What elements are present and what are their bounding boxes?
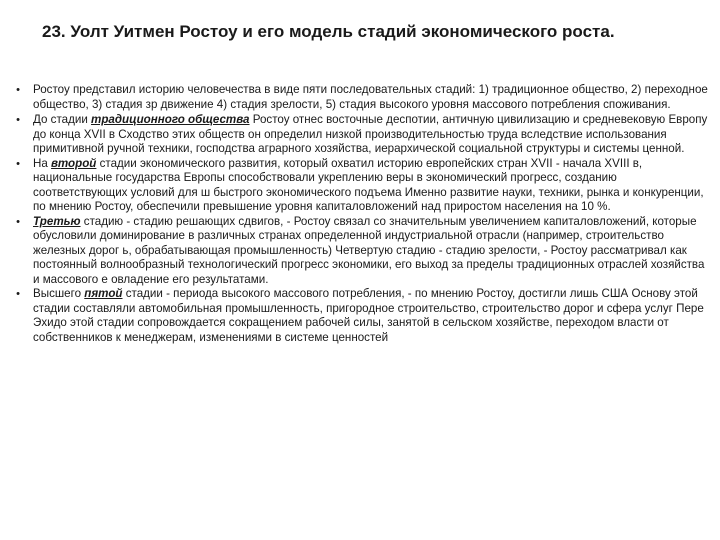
bullet-dot-icon: •	[16, 157, 20, 170]
bullet-item	[12, 157, 712, 215]
bullet-item	[12, 287, 712, 345]
bullet-text: Ростоу представил историю человечества в виде пяти последовательных стадий: 1) традиционное общество, 2) переходное общество, 3) стадия зр движение 4) стадия зрелости, 5) стадия высокого уровня массового потребления споживания.	[33, 83, 708, 111]
bullet-item	[12, 83, 712, 112]
slide-title: 23. Уолт Уитмен Ростоу и его модель стадий экономического роста.	[42, 22, 615, 41]
bullet-text-rest: стадии - периода высокого массового потребления, - по мнению Ростоу, достигли лишь США Основу этой стадии составляли автомобильная промышленность, пригородное строительство, строительство дорог и сфера услуг Пере Эхидо этой стадии сопровождается сокращением рабочей силы, занятой в сельском хозяйстве, переходом власти от собственников к менеджерам, изменениями в системе ценностей	[33, 287, 704, 344]
bullet-text-rest: стадию - стадию решающих сдвигов, - Ростоу связал со значительным увеличением капиталовложений, которые обусловили доминирование в различных странах определенной индустриальной отрасли (например, строительство железных дорог ь, обрабатывающая промышленность) Четвертую стадию - стадию зрелости, - Ростоу рассматривал как постоянный волнообразный технологический прогресс экономики, его выход за пределы традиционных отраслей хозяйства и массового е овладение его результатами.	[33, 214, 705, 286]
bullet-text-rest: стадии экономического развития, который охватил историю европейских стран XVII - начала XVIII в, национальные государства Европы способствовали укреплению веры в экономический прогресс, созданию соответствующих условий для ш быстрого экономического подъема Именно развитие науки, техники, рынка и конкуренции, по мнению Ростоу, обеспечили превышение уровня капиталовложений над приростом населения на 10 %.	[33, 156, 704, 213]
bullet-dot-icon: •	[16, 114, 20, 126]
bullet-list	[12, 83, 712, 345]
bullet-dot-icon: •	[16, 215, 20, 228]
bullet-emphasis: второй	[51, 156, 97, 170]
bullet-emphasis: традиционного общества	[91, 113, 250, 126]
bullet-text-rest: Ростоу отнес восточные деспотии, античную цивилизацию и средневековую Европу до конца XVII в Сходство этих обществ он определил низкой производительностью труда вследствие использования примитивной ручной техники, господства аграрного хозяйства, иерархической социальной структуры и системы ценной.	[33, 113, 708, 155]
bullet-emphasis: пятой	[84, 287, 123, 300]
bullet-text: Высшего	[33, 287, 85, 300]
bullet-item	[12, 113, 712, 157]
bullet-dot-icon: •	[16, 288, 20, 300]
bullet-text: До стадии	[33, 113, 92, 126]
bullet-dot-icon: •	[16, 84, 20, 96]
bullet-text: На	[33, 156, 52, 170]
bullet-emphasis: Третью	[33, 214, 81, 228]
bullet-item	[12, 215, 712, 288]
